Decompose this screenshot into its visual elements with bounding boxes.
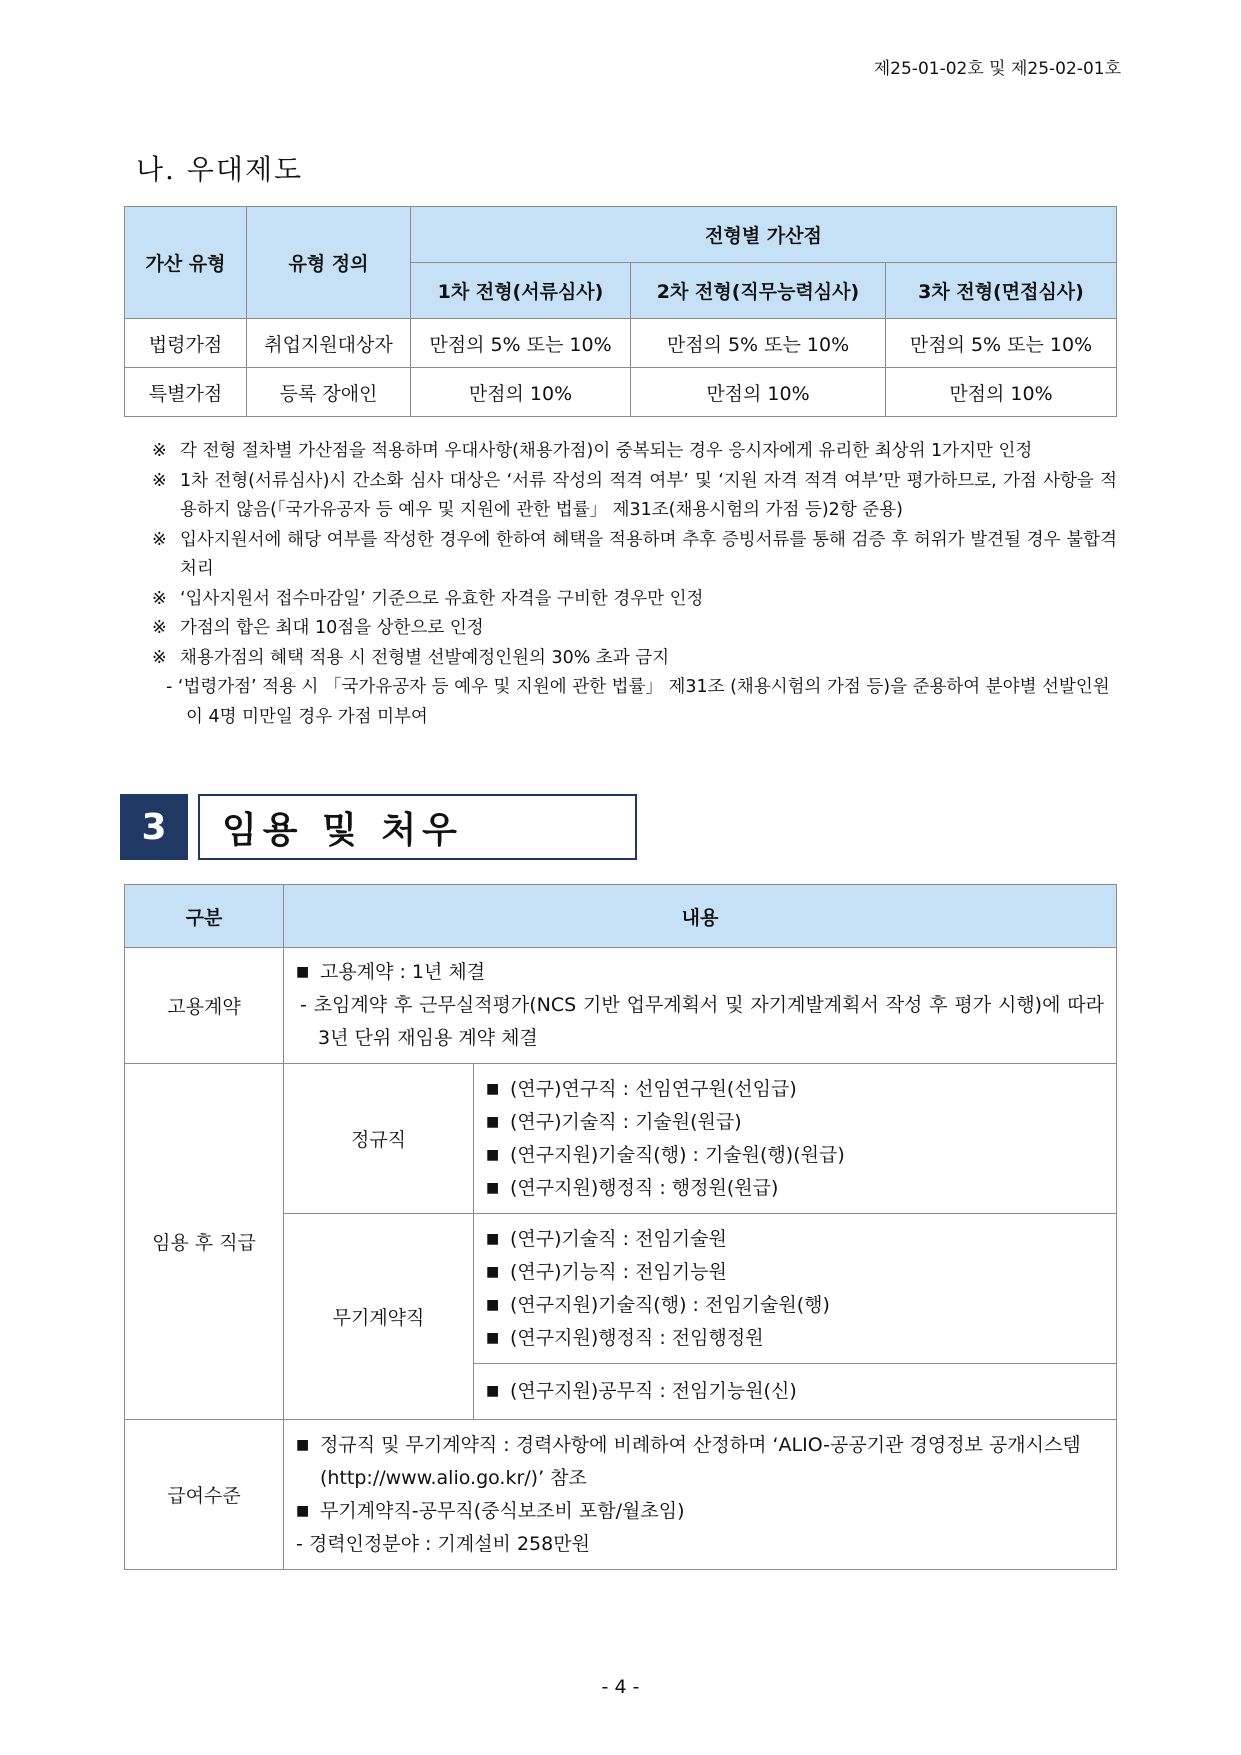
table-row: [125, 1064, 1117, 1214]
note-text: 채용가점의 혜택 적용 시 전형별 선발예정인원의 30% 초과 금지: [180, 647, 670, 668]
note-text: 입사지원서에 해당 여부를 작성한 경우에 한하여 혜택을 적용하며 추후 증빙서류를 통해 검증 후 허위가 발견될 경우 불합격 처리: [180, 529, 1117, 579]
bullet-icon: ■: [486, 1329, 500, 1346]
note-text: ‘입사지원서 접수마감일’ 기준으로 유효한 자격을 구비한 경우만 인정: [180, 588, 704, 609]
bullet-icon: ■: [296, 964, 310, 980]
employment-label: 고용계약: [125, 948, 284, 1064]
employment-content: [284, 948, 1117, 1064]
note-mark: ※: [152, 588, 167, 609]
list-item: (연구지원)기술직(행) : 전임기술원(행): [510, 1293, 830, 1316]
section-title-preference: 나. 우대제도: [136, 153, 304, 186]
notes-list: [152, 437, 1117, 732]
row-definition: 취업지원대상자: [247, 319, 411, 368]
note-mark: ※: [152, 470, 167, 491]
header-content: 내용: [284, 885, 1117, 948]
note-text: 가점의 합은 최대 10점을 상한으로 인정: [180, 618, 484, 638]
table-row: [125, 1420, 1117, 1570]
bullet-icon: ■: [486, 1146, 500, 1163]
header-group: 전형별 가산점: [411, 207, 1117, 263]
list-item: (연구)기술직 : 전임기술원: [510, 1227, 727, 1250]
row-stage3: 만점의 5% 또는 10%: [886, 319, 1117, 368]
header-stage3: 3차 전형(면접심사): [886, 263, 1117, 319]
header-category: 구분: [125, 885, 284, 948]
note-text: 각 전형 절차별 가산점을 적용하며 우대사항(채용가점)이 중복되는 경우 응시자에게 유리한 최상위 1가지만 인정: [180, 441, 1033, 461]
row-stage2: 만점의 5% 또는 10%: [631, 319, 886, 368]
note-mark: ※: [152, 618, 167, 638]
bullet-icon: ■: [486, 1179, 500, 1196]
row-type: 특별가점: [125, 368, 247, 417]
row-type: 법령가점: [125, 319, 247, 368]
header-definition: 유형 정의: [247, 207, 411, 319]
row-stage3: 만점의 10%: [886, 368, 1117, 417]
employment-detail: - 초임계약 후 근무실적평가(NCS 기반 업무계획서 및 자기계발계획서 작성 후 평가 시행)에 따라 3년 단위 재임용 계약 체결: [300, 994, 1104, 1049]
salary-bullet: 무기계약직-공무직(중식보조비 포함/월초임): [320, 1499, 685, 1522]
header-stage1: 1차 전형(서류심사): [411, 263, 631, 319]
bullet-icon: ■: [486, 1383, 500, 1399]
row-stage1: 만점의 5% 또는 10%: [411, 319, 631, 368]
sub-note: - ‘법령가점’ 적용 시 「국가유공자 등 예우 및 지원에 관한 법률」 제31조 (채용시험의 가점 등)을 준용하여 분야별 선발인원이 4명 미만일 경우 가점 미부여: [166, 677, 1110, 727]
list-item: (연구)연구직 : 선임연구원(선임급): [510, 1077, 797, 1100]
list-item: (연구)기술직 : 기술원(원급): [510, 1110, 742, 1133]
document-number: 제25-01-02호 및 제25-02-01호: [873, 59, 1121, 79]
list-item: (연구지원)기술직(행) : 기술원(행)(원급): [510, 1143, 845, 1166]
bullet-icon: ■: [486, 1230, 500, 1247]
header-stage2: 2차 전형(직무능력심사): [631, 263, 886, 319]
note-item: [152, 614, 1117, 644]
note-mark: ※: [152, 647, 167, 668]
appointment-table: [124, 884, 1117, 1570]
salary-content: [284, 1420, 1117, 1570]
salary-detail: - 경력인정분야 : 기계설비 258만원: [296, 1532, 590, 1555]
list-item: (연구지원)공무직 : 전임기능원(신): [510, 1380, 797, 1402]
table-row: [125, 319, 1117, 368]
row-definition: 등록 장애인: [247, 368, 411, 417]
note-mark: ※: [152, 441, 167, 461]
bullet-icon: ■: [296, 1502, 310, 1519]
indefinite-label: 무기계약직: [284, 1214, 474, 1420]
section-title-appointment: 임용 및 처우: [198, 794, 637, 860]
position-label: 임용 후 직급: [125, 1064, 284, 1420]
bullet-icon: ■: [486, 1296, 500, 1313]
note-item: [152, 644, 1117, 674]
row-stage1: 만점의 10%: [411, 368, 631, 417]
bullet-icon: ■: [486, 1080, 500, 1097]
salary-bullet: 정규직 및 무기계약직 : 경력사항에 비례하여 산정하며 ‘ALIO-공공기관 경영정보 공개시스템(http://www.alio.go.kr/)’ 참조: [320, 1433, 1081, 1489]
list-item: (연구)기능직 : 전임기능원: [510, 1260, 727, 1283]
preference-table: [124, 206, 1117, 417]
table-row: [125, 948, 1117, 1064]
note-item: [152, 585, 1117, 615]
list-item: (연구지원)행정직 : 행정원(원급): [510, 1176, 779, 1199]
note-mark: ※: [152, 529, 167, 550]
page-number: - 4 -: [601, 1676, 640, 1698]
note-text: 1차 전형(서류심사)시 간소화 심사 대상은 ‘서류 작성의 적격 여부’ 및 ‘지원 자격 적격 여부’만 평가하므로, 가점 사항을 적용하지 않음(「국가유공자 등 예우 및 지원에 관한 법률」 제31조(채용시험의 가점 등)2항 준용): [180, 470, 1117, 520]
indefinite-extra: [474, 1364, 1117, 1420]
bullet-icon: ■: [486, 1113, 500, 1130]
indefinite-items: [474, 1214, 1117, 1364]
bullet-icon: ■: [296, 1436, 310, 1453]
note-item: [152, 526, 1117, 585]
note-item: [152, 437, 1117, 467]
header-type: 가산 유형: [125, 207, 247, 319]
note-item: [152, 467, 1117, 526]
salary-label: 급여수준: [125, 1420, 284, 1570]
section-number-badge: 3: [120, 794, 188, 860]
employment-bullet: 고용계약 : 1년 체결: [320, 961, 486, 983]
bullet-icon: ■: [486, 1263, 500, 1280]
table-row: [125, 368, 1117, 417]
row-stage2: 만점의 10%: [631, 368, 886, 417]
list-item: (연구지원)행정직 : 전임행정원: [510, 1326, 764, 1349]
regular-label: 정규직: [284, 1064, 474, 1214]
regular-items: [474, 1064, 1117, 1214]
